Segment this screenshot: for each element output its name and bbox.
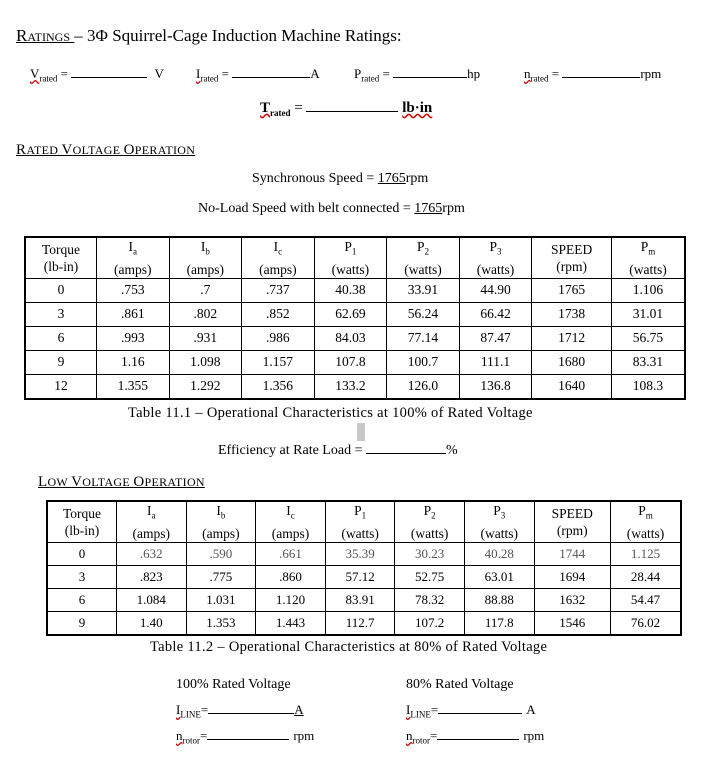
table-row xyxy=(25,302,685,326)
table-cell: 56.75 xyxy=(611,326,685,350)
noload-speed: No-Load Speed with belt connected = 1765rpm xyxy=(198,201,465,216)
table-cell: 1.353 xyxy=(186,611,256,635)
table-cell: 1.125 xyxy=(610,542,681,565)
table-cell: 88.88 xyxy=(464,588,534,611)
header-p3: $P_3$ (watts) xyxy=(459,237,532,278)
table-cell: 62.69 xyxy=(314,302,387,326)
table-cell: 9 xyxy=(25,350,97,374)
header-p2: $P_2$ (watts) xyxy=(395,501,465,542)
table-cell: 56.24 xyxy=(387,302,460,326)
table-low-voltage xyxy=(46,500,682,636)
sync-speed: Synchronous Speed = 1765rpm xyxy=(252,171,429,186)
table1-caption: Table 11.1 – Operational Characteristics at 100% of Rated Voltage xyxy=(128,405,533,421)
table-cell: 6 xyxy=(25,326,97,350)
table-cell: 9 xyxy=(47,611,117,635)
table-row xyxy=(47,542,681,565)
header-pm: $P_m$ (watts) xyxy=(610,501,681,542)
table-row xyxy=(25,374,685,399)
table-cell: .861 xyxy=(97,302,170,326)
t-rated: $T_{rated} = lb\cdot in$ xyxy=(260,100,433,118)
header-torque: Torque (lb-in) xyxy=(25,237,97,278)
table-header-row xyxy=(47,501,681,542)
header-p1: $P_1$ (watts) xyxy=(325,501,395,542)
table-cell: 1.16 xyxy=(97,350,170,374)
table-cell: .661 xyxy=(256,542,326,565)
table-cell: 112.7 xyxy=(325,611,395,635)
header-ib: $I_b$ (amps) xyxy=(186,501,256,542)
table-cell: 1640 xyxy=(532,374,612,399)
header-p1: $P_1$ (watts) xyxy=(314,237,387,278)
table-row xyxy=(25,278,685,302)
nrotor-100-field[interactable] xyxy=(207,739,289,740)
table-cell: 83.31 xyxy=(611,350,685,374)
header-ia: $I_a$ (amps) xyxy=(117,501,187,542)
header-ic: $I_c$ (amps) xyxy=(256,501,326,542)
table-cell: .632 xyxy=(117,542,187,565)
table-cell: 1.106 xyxy=(611,278,685,302)
table-cell: 107.8 xyxy=(314,350,387,374)
header-speed: SPEED (rpm) xyxy=(532,237,612,278)
summary-right-title: 80% Rated Voltage xyxy=(406,677,514,692)
low-voltage-heading: LOW VOLTAGE OPERATION xyxy=(38,474,205,490)
table-cell: 0 xyxy=(25,278,97,302)
nrotor-100: $n_{rotor}=$ rpm xyxy=(176,728,315,746)
table-row xyxy=(47,565,681,588)
ratings-line: $V_{rated} = V$ xyxy=(30,66,164,84)
table-cell: 1680 xyxy=(532,350,612,374)
i-rated-field[interactable] xyxy=(232,77,310,78)
table-cell: 40.38 xyxy=(314,278,387,302)
table-cell: 83.91 xyxy=(325,588,395,611)
table-cell: 1.355 xyxy=(97,374,170,399)
table-cell: 1765 xyxy=(532,278,612,302)
table-cell: .775 xyxy=(186,565,256,588)
table-cell: 111.1 xyxy=(459,350,532,374)
table-cell: 12 xyxy=(25,374,97,399)
table-cell: 1712 xyxy=(532,326,612,350)
table-cell: .802 xyxy=(169,302,242,326)
table-row xyxy=(25,326,685,350)
table-rated-voltage xyxy=(24,236,686,400)
table-cell: 54.47 xyxy=(610,588,681,611)
table-cell: 3 xyxy=(47,565,117,588)
table2-caption: Table 11.2 – Operational Characteristics at 80% of Rated Voltage xyxy=(150,639,548,655)
table-cell: 77.14 xyxy=(387,326,460,350)
p-rated-field[interactable] xyxy=(393,77,467,78)
nrotor-80-field[interactable] xyxy=(437,739,519,740)
iline-100-field[interactable] xyxy=(208,713,294,714)
table-cell: 35.39 xyxy=(325,542,395,565)
table-cell: .986 xyxy=(242,326,315,350)
rated-voltage-heading: RATED VOLTAGE OPERATION xyxy=(16,142,196,158)
table-cell: 1546 xyxy=(534,611,610,635)
table-cell: 1.157 xyxy=(242,350,315,374)
header-ic: $I_c$ (amps) xyxy=(242,237,315,278)
header-p2: $P_2$ (watts) xyxy=(387,237,460,278)
table-cell: 66.42 xyxy=(459,302,532,326)
iline-80-field[interactable] xyxy=(438,713,522,714)
table-cell: 1.098 xyxy=(169,350,242,374)
gray-marker xyxy=(357,423,365,441)
table-cell: 133.2 xyxy=(314,374,387,399)
table-cell: 126.0 xyxy=(387,374,460,399)
table-cell: 107.2 xyxy=(395,611,465,635)
table-cell: .823 xyxy=(117,565,187,588)
efficiency-line: Efficiency at Rate Load = % xyxy=(218,443,458,458)
efficiency-field[interactable] xyxy=(366,453,446,454)
p-rated: $P_{rated}$ = hp xyxy=(354,66,481,84)
v-rated-field[interactable] xyxy=(71,77,147,78)
table-cell: 44.90 xyxy=(459,278,532,302)
nrotor-80: $n_{rotor}=$ rpm xyxy=(406,728,545,746)
table-cell: 33.91 xyxy=(387,278,460,302)
table-cell: 52.75 xyxy=(395,565,465,588)
table-cell: 108.3 xyxy=(611,374,685,399)
table-cell: .852 xyxy=(242,302,315,326)
header-torque: Torque (lb-in) xyxy=(47,501,117,542)
n-rated-field[interactable] xyxy=(562,77,640,78)
table-cell: 100.7 xyxy=(387,350,460,374)
t-rated-field[interactable] xyxy=(306,111,398,112)
table-cell: .590 xyxy=(186,542,256,565)
table-cell: 1738 xyxy=(532,302,612,326)
table-cell: 57.12 xyxy=(325,565,395,588)
table-cell: 40.28 xyxy=(464,542,534,565)
table-cell: 117.8 xyxy=(464,611,534,635)
iline-100: $I_{LINE}= A$ xyxy=(176,702,304,720)
header-p3: $P_3$ (watts) xyxy=(464,501,534,542)
table-cell: 1.292 xyxy=(169,374,242,399)
table-cell: 1744 xyxy=(534,542,610,565)
table-cell: 76.02 xyxy=(610,611,681,635)
table-cell: 1.40 xyxy=(117,611,187,635)
header-speed: SPEED (rpm) xyxy=(534,501,610,542)
table-cell: .7 xyxy=(169,278,242,302)
table-cell: .753 xyxy=(97,278,170,302)
summary-left-title: 100% Rated Voltage xyxy=(176,677,291,692)
table-cell: .860 xyxy=(256,565,326,588)
table-cell: 6 xyxy=(47,588,117,611)
table-cell: 1.084 xyxy=(117,588,187,611)
table-cell: 28.44 xyxy=(610,565,681,588)
table-header-row xyxy=(25,237,685,278)
v-rated-label: $V_{rated}$ xyxy=(30,66,58,84)
table-cell: 0 xyxy=(47,542,117,565)
table-cell: 63.01 xyxy=(464,565,534,588)
table-cell: 78.32 xyxy=(395,588,465,611)
table-cell: 1694 xyxy=(534,565,610,588)
table-row xyxy=(47,611,681,635)
table-cell: 31.01 xyxy=(611,302,685,326)
table-cell: 87.47 xyxy=(459,326,532,350)
header-pm: $P_m$ (watts) xyxy=(611,237,685,278)
ratings-heading: RATINGS – 3Φ Squirrel-Cage Induction Machine Ratings: xyxy=(16,26,402,45)
table-cell: .737 xyxy=(242,278,315,302)
table-cell: 84.03 xyxy=(314,326,387,350)
table-cell: 1.031 xyxy=(186,588,256,611)
header-ib: $I_b$ (amps) xyxy=(169,237,242,278)
table-cell: 136.8 xyxy=(459,374,532,399)
table-row xyxy=(25,350,685,374)
table-cell: 3 xyxy=(25,302,97,326)
iline-80: $I_{LINE}= A$ xyxy=(406,702,536,720)
n-rated: $n_{rated}$ = rpm xyxy=(524,66,662,84)
table-cell: 1.356 xyxy=(242,374,315,399)
table-cell: 1632 xyxy=(534,588,610,611)
table-row xyxy=(47,588,681,611)
i-rated: $I_{rated} = A$ xyxy=(196,66,320,84)
table-cell: 1.443 xyxy=(256,611,326,635)
table-cell: .993 xyxy=(97,326,170,350)
table-cell: .931 xyxy=(169,326,242,350)
header-ia: $I_a$ (amps) xyxy=(97,237,170,278)
table-cell: 1.120 xyxy=(256,588,326,611)
table-cell: 30.23 xyxy=(395,542,465,565)
